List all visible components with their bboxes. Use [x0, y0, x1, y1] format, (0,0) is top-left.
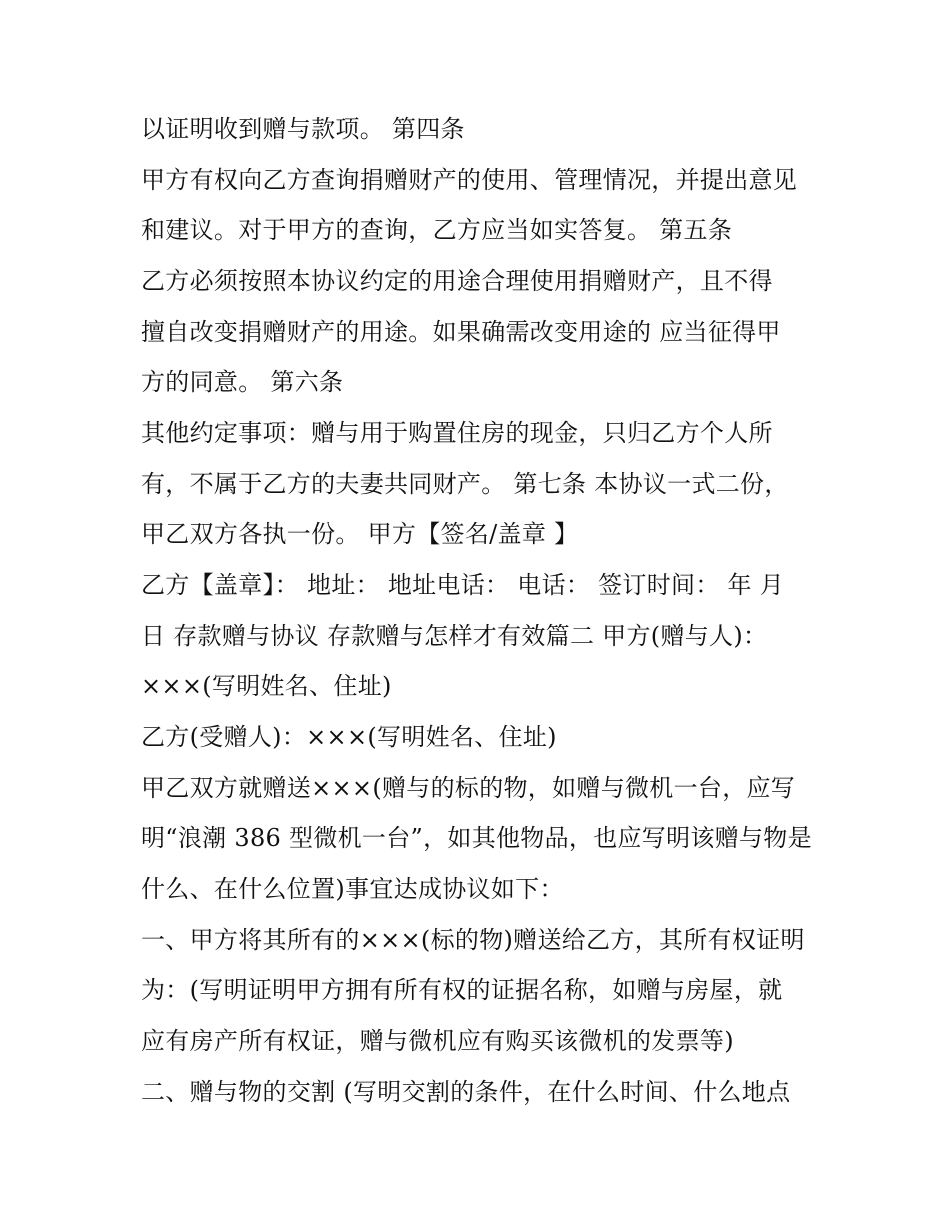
text-line: 明“浪潮 386 型微机一台”，如其他物品，也应写明该赠与物是: [141, 824, 812, 852]
text-line: 以证明收到赠与款项。 第四条: [141, 115, 465, 143]
text-line: 什么、在什么位置)事宜达成协议如下：: [141, 875, 564, 903]
text-line: 其他约定事项：赠与用于购置住房的现金，只归乙方个人所: [141, 419, 773, 447]
text-line: 日 存款赠与协议 存款赠与怎样才有效篇二 甲方(赠与人)：: [141, 622, 768, 650]
text-line: 乙方必须按照本协议约定的用途合理使用捐赠财产，且不得: [141, 267, 773, 295]
text-line: ×××(写明姓名、住址): [141, 672, 392, 700]
text-line: 甲方有权向乙方查询捐赠财产的使用、管理情况，并提出意见: [141, 166, 798, 194]
text-line: 有，不属于乙方的夫妻共同财产。 第七条 本协议一式二份，: [141, 470, 789, 498]
text-line: 二、赠与物的交割 (写明交割的条件，在什么时间、什么地点: [141, 1078, 791, 1106]
text-line: 擅自改变捐赠财产的用途。如果确需改变用途的 应当征得甲: [141, 318, 781, 346]
text-line: 应有房产所有权证，赠与微机应有购买该微机的发票等): [141, 1027, 734, 1055]
text-line: 甲乙双方各执一份。 甲方【签名/盖章 】: [141, 520, 579, 548]
text-line: 一、甲方将其所有的×××(标的物)赠送给乙方，其所有权证明: [141, 926, 805, 954]
text-line: 乙方【盖章】： 地址： 地址电话： 电话： 签订时间： 年 月: [141, 571, 785, 599]
text-line: 甲乙双方就赠送×××(赠与的标的物，如赠与微机一台，应写: [141, 774, 796, 802]
text-line: 方的同意。 第六条: [141, 368, 344, 396]
text-line: 乙方(受赠人)：×××(写明姓名、住址): [141, 723, 557, 751]
text-line: 为：(写明证明甲方拥有所有权的证据名称，如赠与房屋，就: [141, 976, 783, 1004]
text-line: 和建议。对于甲方的查询，乙方应当如实答复。 第五条: [141, 216, 733, 244]
